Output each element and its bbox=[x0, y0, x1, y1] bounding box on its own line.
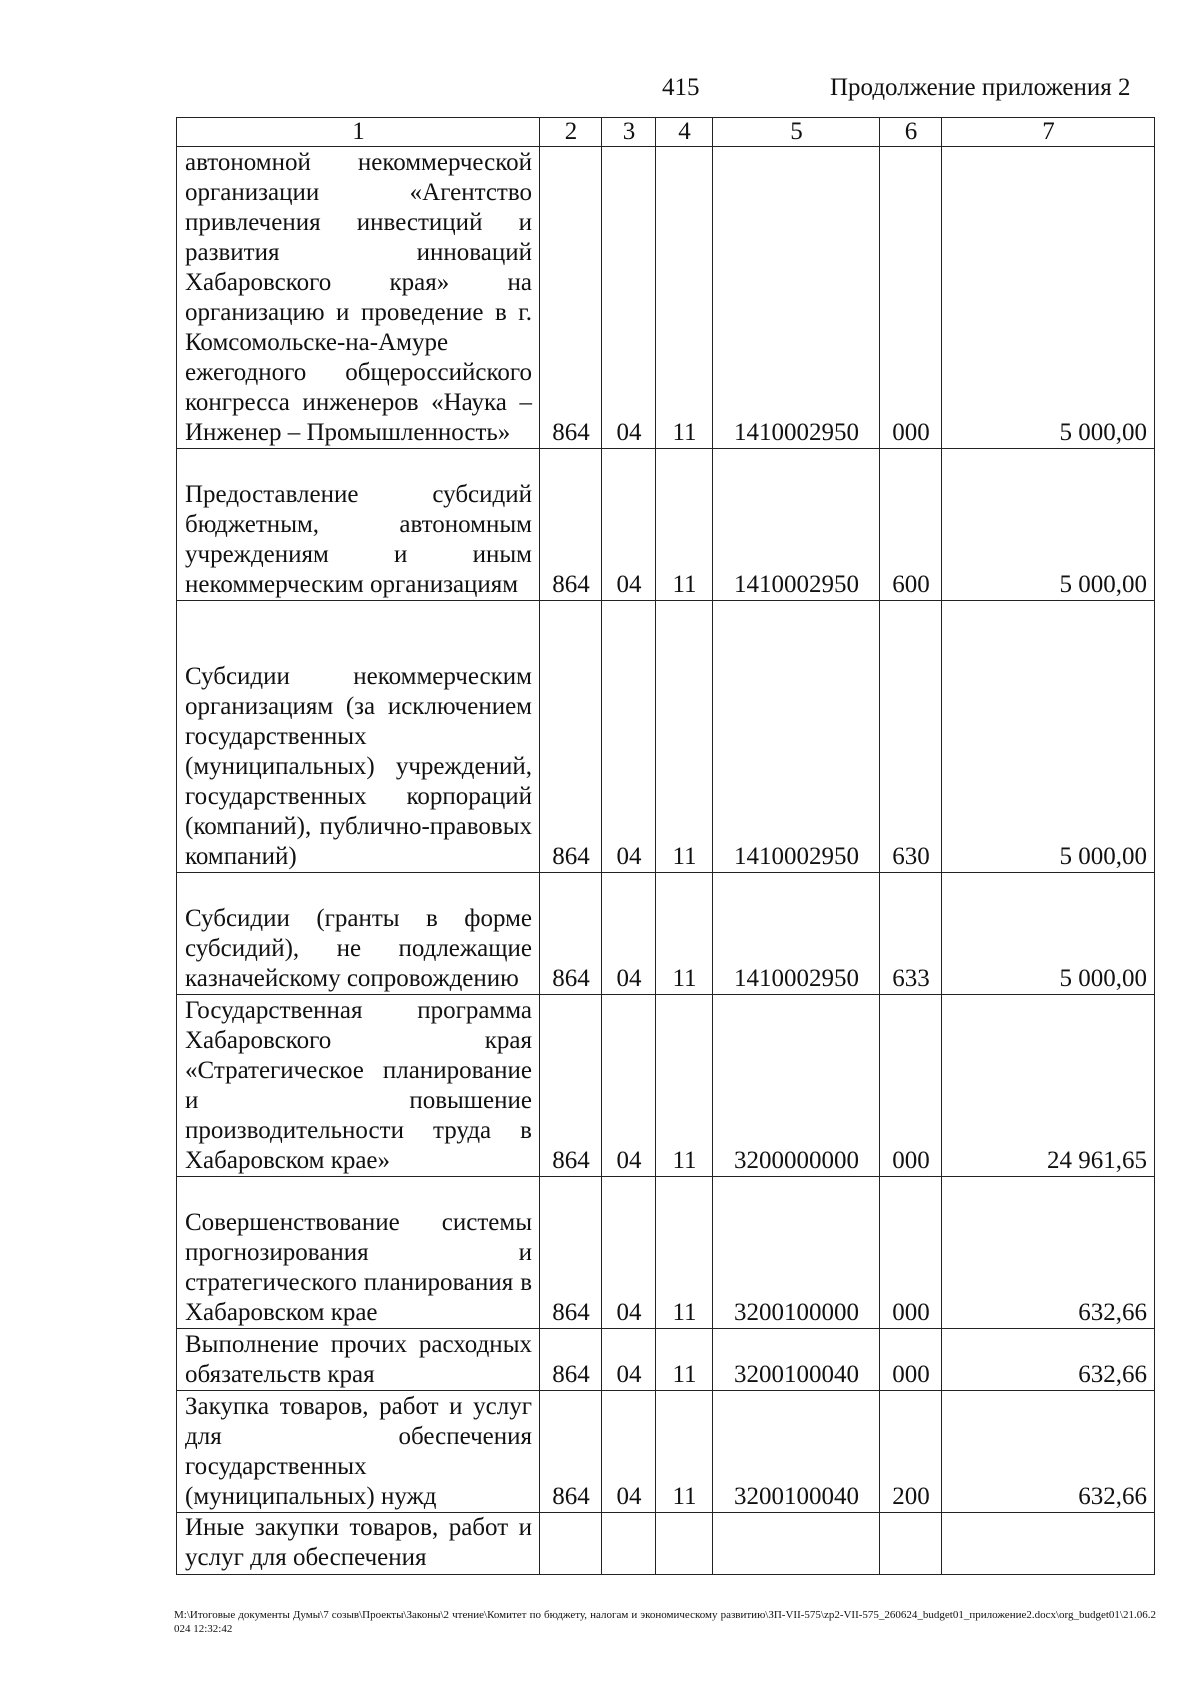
section-code: 04 bbox=[602, 873, 656, 995]
table-row bbox=[177, 449, 1155, 601]
amount: 24 961,65 bbox=[942, 995, 1155, 1177]
ministry-code: 864 bbox=[540, 147, 602, 449]
page-header-title: Продолжение приложения 2 bbox=[830, 74, 1131, 101]
table-header-row bbox=[177, 118, 1155, 147]
ministry-code: 864 bbox=[540, 601, 602, 873]
ministry-code: 864 bbox=[540, 449, 602, 601]
row-description: Предоставление субсидий бюджетным, автономным учреждениям и иным некоммерческим организациям bbox=[177, 449, 540, 601]
budget-table bbox=[176, 117, 1155, 1575]
column-header: 5 bbox=[713, 118, 880, 147]
target-item-code: 3200000000 bbox=[713, 995, 880, 1177]
column-header: 1 bbox=[177, 118, 540, 147]
amount: 632,66 bbox=[942, 1177, 1155, 1329]
page-number: 415 bbox=[662, 74, 700, 101]
target-item-code: 1410002950 bbox=[713, 147, 880, 449]
target-item-code: 1410002950 bbox=[713, 873, 880, 995]
expense-type-code: 000 bbox=[880, 1329, 942, 1391]
row-description: автономной некоммерческой организации «Агентство привлечения инвестиций и развития инноваций Хабаровского края» на организацию и проведение в г. Комсомольске-на-Амуре ежегодного общероссийского конгресса инженеров «Наука – Инженер – Промышленность» bbox=[177, 147, 540, 449]
subsection-code bbox=[656, 1513, 713, 1575]
section-code: 04 bbox=[602, 601, 656, 873]
column-header: 4 bbox=[656, 118, 713, 147]
row-description: Субсидии некоммерческим организациям (за исключением государственных (муниципальных) учреждений, государственных корпораций (компаний), публично-правовых компаний) bbox=[177, 601, 540, 873]
ministry-code: 864 bbox=[540, 1391, 602, 1513]
table-row bbox=[177, 1513, 1155, 1575]
amount bbox=[942, 1513, 1155, 1575]
ministry-code: 864 bbox=[540, 1177, 602, 1329]
ministry-code: 864 bbox=[540, 1329, 602, 1391]
subsection-code: 11 bbox=[656, 147, 713, 449]
expense-type-code: 000 bbox=[880, 995, 942, 1177]
expense-type-code: 600 bbox=[880, 449, 942, 601]
column-header: 7 bbox=[942, 118, 1155, 147]
amount: 5 000,00 bbox=[942, 601, 1155, 873]
section-code: 04 bbox=[602, 1329, 656, 1391]
subsection-code: 11 bbox=[656, 873, 713, 995]
amount: 5 000,00 bbox=[942, 449, 1155, 601]
subsection-code: 11 bbox=[656, 449, 713, 601]
expense-type-code: 000 bbox=[880, 147, 942, 449]
table-row bbox=[177, 1177, 1155, 1329]
column-header: 3 bbox=[602, 118, 656, 147]
expense-type-code bbox=[880, 1513, 942, 1575]
section-code: 04 bbox=[602, 449, 656, 601]
table-row bbox=[177, 601, 1155, 873]
target-item-code bbox=[713, 1513, 880, 1575]
row-description: Иные закупки товаров, работ и услуг для обеспечения bbox=[177, 1513, 540, 1575]
ministry-code: 864 bbox=[540, 995, 602, 1177]
amount: 5 000,00 bbox=[942, 147, 1155, 449]
subsection-code: 11 bbox=[656, 1177, 713, 1329]
section-code: 04 bbox=[602, 1177, 656, 1329]
section-code: 04 bbox=[602, 147, 656, 449]
table-row bbox=[177, 1329, 1155, 1391]
subsection-code: 11 bbox=[656, 601, 713, 873]
row-description: Субсидии (гранты в форме субсидий), не подлежащие казначейскому сопровождению bbox=[177, 873, 540, 995]
expense-type-code: 000 bbox=[880, 1177, 942, 1329]
document-file-path: M:\Итоговые документы Думы\7 созыв\Проекты\Законы\2 чтение\Комитет по бюджету, налогам и экономическому развитию\ЗП-VII-575\zp2-VII-575_260624_budget01_приложение2.docx\org_budget01\21.06.2024 12:32:42 bbox=[174, 1609, 1156, 1635]
amount: 632,66 bbox=[942, 1391, 1155, 1513]
row-description: Государственная программа Хабаровского края «Стратегическое планирование и повышение производительности труда в Хабаровском крае» bbox=[177, 995, 540, 1177]
target-item-code: 1410002950 bbox=[713, 449, 880, 601]
amount: 5 000,00 bbox=[942, 873, 1155, 995]
target-item-code: 3200100000 bbox=[713, 1177, 880, 1329]
ministry-code: 864 bbox=[540, 873, 602, 995]
row-description: Закупка товаров, работ и услуг для обеспечения государственных (муниципальных) нужд bbox=[177, 1391, 540, 1513]
expense-type-code: 633 bbox=[880, 873, 942, 995]
column-header: 2 bbox=[540, 118, 602, 147]
table-row bbox=[177, 873, 1155, 995]
table-row bbox=[177, 147, 1155, 449]
target-item-code: 3200100040 bbox=[713, 1391, 880, 1513]
subsection-code: 11 bbox=[656, 1329, 713, 1391]
section-code bbox=[602, 1513, 656, 1575]
expense-type-code: 200 bbox=[880, 1391, 942, 1513]
column-header: 6 bbox=[880, 118, 942, 147]
table-row bbox=[177, 1391, 1155, 1513]
subsection-code: 11 bbox=[656, 1391, 713, 1513]
ministry-code bbox=[540, 1513, 602, 1575]
target-item-code: 3200100040 bbox=[713, 1329, 880, 1391]
target-item-code: 1410002950 bbox=[713, 601, 880, 873]
expense-type-code: 630 bbox=[880, 601, 942, 873]
row-description: Совершенствование системы прогнозирования и стратегического планирования в Хабаровском крае bbox=[177, 1177, 540, 1329]
table-row bbox=[177, 995, 1155, 1177]
subsection-code: 11 bbox=[656, 995, 713, 1177]
section-code: 04 bbox=[602, 1391, 656, 1513]
amount: 632,66 bbox=[942, 1329, 1155, 1391]
section-code: 04 bbox=[602, 995, 656, 1177]
row-description: Выполнение прочих расходных обязательств края bbox=[177, 1329, 540, 1391]
